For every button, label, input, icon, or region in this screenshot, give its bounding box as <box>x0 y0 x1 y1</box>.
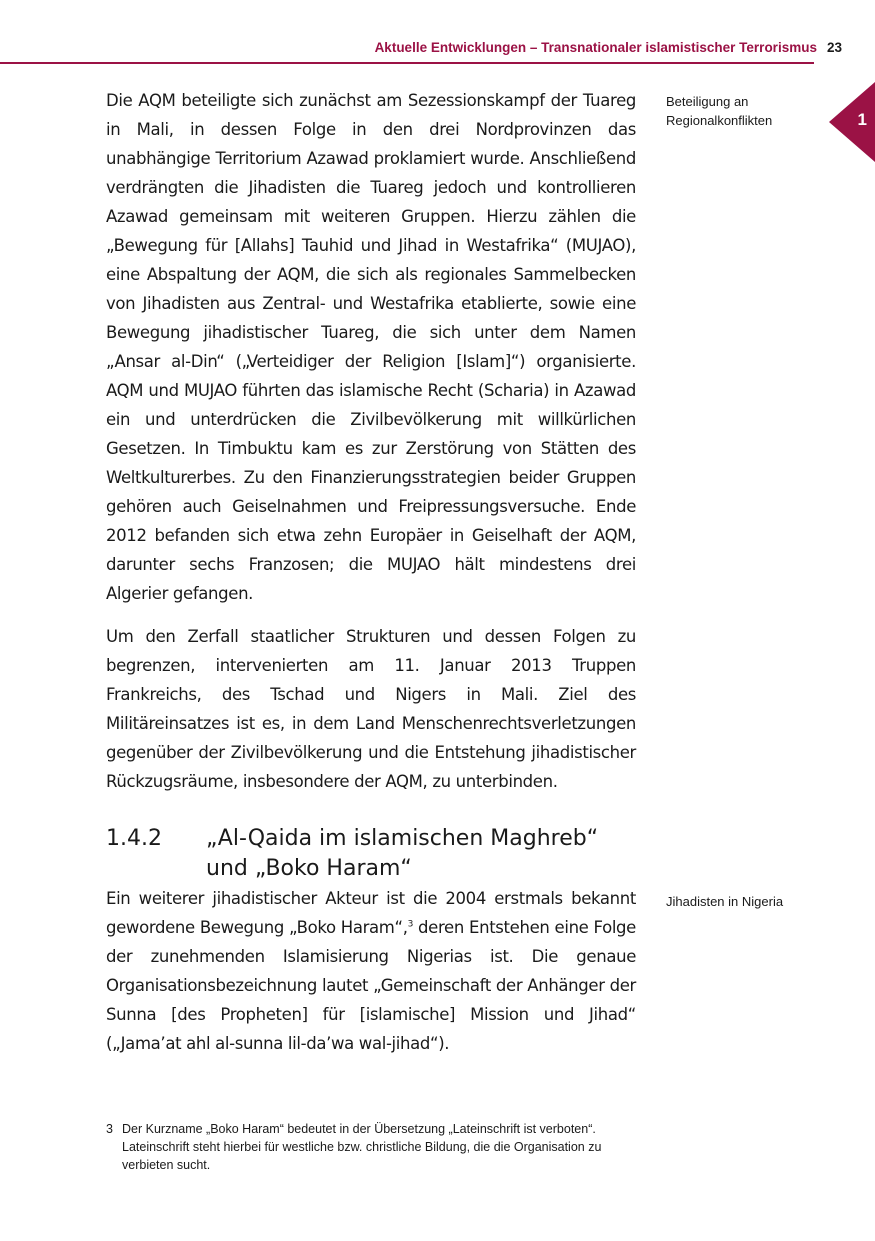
margin-note-regional-conflicts: Beteiligung an Regionalkonflikten <box>666 94 773 128</box>
footnote-number: 3 <box>106 1122 113 1136</box>
footnote <box>106 1120 626 1174</box>
section-heading <box>106 824 636 884</box>
body-text-block-1 <box>106 86 636 608</box>
boko-haram-text-part1: Ein weiterer jihadistischer Akteur ist die 2004 erstmals bekannt gewordene Bewegung „Boko Haram“, <box>106 889 636 937</box>
paragraph-boko-haram <box>106 884 636 1058</box>
footnote-text: Der Kurzname „Boko Haram“ bedeutet in der Übersetzung „Lateinschrift ist verboten“. Lateinschrift steht hierbei für westliche bzw. christliche Bildung, die die Organisation zu verbieten sucht. <box>122 1122 602 1172</box>
body-text-block-3 <box>106 884 636 1058</box>
chapter-number: 1 <box>857 110 867 129</box>
boko-haram-text-part2: deren Entstehen eine Folge der zunehmenden Islamisierung Nigerias ist. Die genaue Organisationsbezeichnung lautet „Gemeinschaft der Anhänger der Sunna [des Propheten] für [islamische] Mission und Jihad“ („Jama’at ahl al-sunna lil-da’wa wal-jihad“). <box>106 918 636 1053</box>
section-number: 1.4.2 <box>106 826 162 851</box>
running-head <box>0 40 842 55</box>
footnote-reference[interactable]: 3 <box>407 919 414 930</box>
section-title-line2: und „Boko Haram“ <box>206 856 412 881</box>
chapter-tab <box>829 82 875 162</box>
page-number: 23 <box>826 40 842 55</box>
paragraph-intervention: Um den Zerfall staatlicher Strukturen und dessen Folgen zu begrenzen, intervenierten am 11. Januar 2013 Truppen Frankreichs, des Tschad und Nigers in Mali. Ziel des Militäreinsatzes ist es, in dem Land Menschenrechtsverletzungen gegenüber der Zivilbevölkerung und die Entstehung jihadistischer Rückzugsräume, insbesondere der AQM, zu unterbinden. <box>106 627 636 791</box>
paragraph-aqm-mali: Die AQM beteiligte sich zunächst am Sezessionskampf der Tuareg in Mali, in dessen Folge in den drei Nordprovinzen das unabhängige Territorium Azawad proklamiert wurde. Anschließend verdrängten die Jihadisten die Tuareg jedoch und kontrollieren Azawad gemeinsam mit weiteren Gruppen. Hierzu zählen die „Bewegung für [Allahs] Tauhid und Jihad in Westafrika“ (MUJAO), eine Abspaltung der AQM, die sich als regionales Sammelbecken von Jihadisten aus Zentral- und Westafrika etablierte, sowie eine Bewegung jihadistischer Tuareg, die sich unter dem Namen „Ansar al-Din“ („Verteidiger der Religion [Islam]“) organisierte. AQM und MUJAO führten das islamische Recht (Scharia) in Azawad ein und unterdrücken die Zivilbevölkerung mit willkürlichen Gesetzen. In Timbuktu kam es zur Zerstörung von Stätten des Weltkulturerbes. Zu den Finanzierungsstrategien beider Gruppen gehören auch Geiselnahmen und Freipressungsversuche. Ende 2012 befanden sich etwa zehn Europäer in Geiselhaft der AQM, darunter sechs Franzosen; die MUJAO hält mindestens drei Algerier gefangen. <box>106 91 636 603</box>
section-title-line1: „Al-Qaida im islamischen Maghreb“ <box>206 826 599 851</box>
running-title: Aktuelle Entwicklungen – Transnationaler islamistischer Terrorismus <box>374 40 817 55</box>
body-text-block-2 <box>106 622 636 796</box>
margin-note-nigeria: Jihadisten in Nigeria <box>666 894 784 909</box>
header-rule <box>0 62 814 64</box>
